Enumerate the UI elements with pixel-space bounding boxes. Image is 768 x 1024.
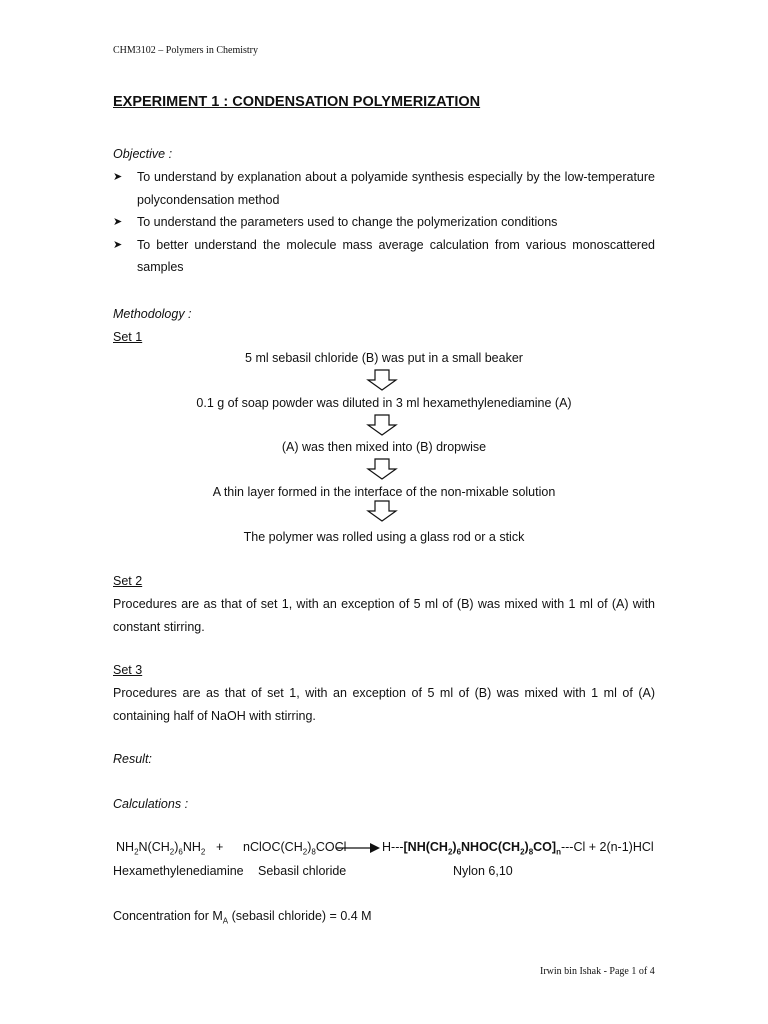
down-arrow-icon	[365, 458, 399, 480]
label-sebasil-chloride: Sebasil chloride	[258, 864, 347, 878]
methodology-heading: Methodology :	[113, 307, 192, 321]
set3-label: Set 3	[113, 663, 143, 677]
flow-step-4: A thin layer formed in the interface of the non-mixable solution	[212, 485, 556, 499]
set3-text: Procedures are as that of set 1, with an exception of 5 ml of (B) was mixed with 1 ml of (A) containing half of NaOH with stirring.	[113, 686, 655, 723]
objective-item-text: To understand by explanation about a polyamide synthesis especially by the low-temperature polycondensation method	[137, 170, 655, 207]
page-title: EXPERIMENT 1 : CONDENSATION POLYMERIZATION	[113, 94, 481, 110]
set2-label: Set 2	[113, 574, 143, 588]
set1-label: Set 1	[113, 330, 143, 344]
label-nylon: Nylon 6,10	[453, 864, 513, 878]
flow-step-2: 0.1 g of soap powder was diluted in 3 ml hexamethylenediamine (A)	[196, 396, 572, 410]
reactant-hexamethylenediamine-formula: $NH_2N(CH_2)_6NH_2$	[116, 840, 206, 857]
down-arrow-icon	[365, 414, 399, 436]
page-footer: Irwin bin Ishak - Page 1 of 4	[540, 966, 655, 977]
list-item	[113, 166, 655, 211]
arrowhead-bullet-icon: ➤	[113, 171, 123, 183]
down-arrow-icon	[365, 369, 399, 391]
reactant-sebasil-chloride-formula: $nClOC(CH_2)_8COCl$	[243, 840, 347, 857]
flow-step-1: 5 ml sebasil chloride (B) was put in a small beaker	[245, 351, 523, 365]
flow-step-5: The polymer was rolled using a glass rod or a stick	[243, 530, 525, 544]
label-hexamethylenediamine: Hexamethylenediamine	[113, 864, 244, 878]
list-item	[113, 234, 655, 279]
product-nylon-formula: $H---[NH(CH_2)_6NHOC(CH_2)_8CO]_n---Cl + 2(n-1)HCl$	[382, 840, 654, 857]
objective-item-text: To better understand the molecule mass average calculation from various monoscattered samples	[137, 237, 655, 274]
down-arrow-icon	[365, 500, 399, 522]
arrowhead-bullet-icon: ➤	[113, 216, 123, 228]
page-header: CHM3102 – Polymers in Chemistry	[113, 45, 259, 56]
objective-heading: Objective :	[113, 147, 173, 161]
calculations-heading: Calculations :	[113, 797, 189, 811]
flow-step-3: (A) was then mixed into (B) dropwise	[281, 440, 487, 454]
plus-sign: +	[216, 840, 224, 854]
arrowhead-bullet-icon: ➤	[113, 238, 123, 251]
objective-item-text: To understand the parameters used to change the polymerization conditions	[137, 215, 558, 229]
reaction-arrow-icon	[336, 842, 380, 854]
concentration-line: Concentration for $M_A$ (sebasil chloride) = 0.4 M	[113, 909, 372, 926]
objective-list	[113, 166, 655, 279]
list-item	[113, 211, 655, 234]
result-heading: Result:	[113, 752, 152, 766]
set2-text: Procedures are as that of set 1, with an exception of 5 ml of (B) was mixed with 1 ml of (A) with constant stirring.	[113, 597, 655, 634]
